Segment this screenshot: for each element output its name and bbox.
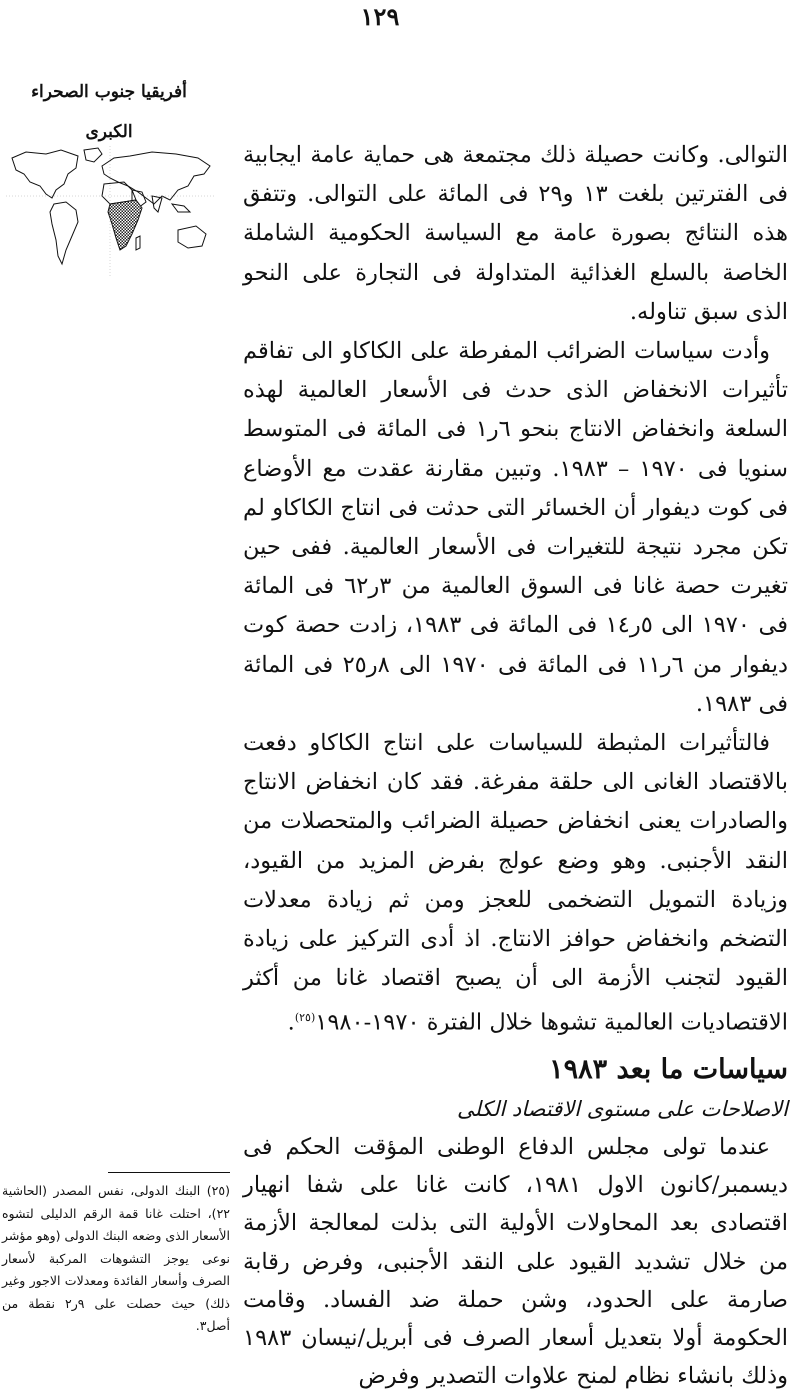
paragraph-1: التوالى. وكانت حصيلة ذلك مجتمعة هى حماية عامة ايجابية فى الفترتين بلغت ١٣ و٢٩ فى المائة على التوالى. وتتفق هذه النتائج بصورة عامة مع السياسة الحكومية الشاملة الخاصة بالسلع الغذائية المتداولة فى التجارة على النحو الذى سبق تناوله.	[243, 142, 788, 325]
section-paragraph: عندما تولى مجلس الدفاع الوطنى المؤقت الحكم فى ديسمبر/كانون الاول ١٩٨١، كانت غانا على شفا انهيار اقتصادى بعد المحاولات الأولية التى بذلت لمعالجة الأزمة من خلال تشديد القيود على النقد الأجنبى، وفرض رقابة صارمة على الحدود، وشن حملة ضد الفساد. وقامت الحكومة أولا بتعديل أسعار الصرف فى أبريل/نيسان ١٩٨٣ وذلك بانشاء نظام لمنح علاوات التصدير وفرض	[243, 1134, 788, 1390]
paragraph-2: وأدت سياسات الضرائب المفرطة على الكاكاو الى تفاقم تأثيرات الانخفاض الذى حدث فى الأسعار العالمية لهذه السلعة وانخفاض الانتاج بنحو ٦ر١ فى المائة فى المتوسط سنويا فى ١٩٧٠ – ١٩٨٣. وتبين مقارنة عقدت مع الأوضاع فى كوت ديفوار أن الخسائر التى حدثت فى انتاج الكاكاو لم تكن مجرد نتيجة للتغيرات فى الأسعار العالمية. ففى حين تغيرت حصة غانا فى السوق العالمية من ٣ر٦٢ فى المائة فى ١٩٧٠ الى ٥ر١٤ فى المائة فى ١٩٨٣، زادت حصة كوت ديفوار من ٦ر١١ فى المائة فى ١٩٧٠ الى ٨ر٢٥ فى المائة فى ١٩٨٣.	[243, 338, 788, 717]
sidebar-caption-line1: أفريقيا جنوب الصحراء	[31, 82, 187, 102]
footnote-divider	[108, 1172, 230, 1173]
world-map-icon	[6, 146, 214, 276]
paragraph-3	[243, 724, 788, 1043]
sidebar-caption	[6, 72, 212, 152]
page-number: ١٢٩	[360, 2, 400, 31]
main-text	[243, 136, 788, 1043]
sidebar-caption-line2: الكبرى	[85, 122, 133, 142]
paragraph-3-end: .	[287, 1009, 295, 1036]
section-text	[243, 1128, 788, 1395]
paragraph-3-text: فالتأثيرات المثبطة للسياسات على انتاج الكاكاو دفعت بالاقتصاد الغانى الى حلقة مفرغة. فقد كان انخفاض الانتاج والصادرات يعنى انخفاض حصيلة الضرائب والمتحصلات من النقد الأجنبى. وهو وضع عولج بفرض المزيد من القيود، وزيادة التمويل التضخمى للعجز ومن ثم زيادة معدلات التضخم وانخفاض حوافز الانتاج. اذ أدى التركيز على زيادة القيود لتجنب الأزمة الى أن يصبح اقتصاد غانا من أكثر الاقتصاديات العالمية تشوها خلال الفترة ١٩٧٠-١٩٨٠	[243, 730, 788, 1036]
footnote-reference: (٢٥)	[294, 1011, 316, 1025]
section-title: سياسات ما بعد ١٩٨٣	[549, 1054, 788, 1085]
section-subtitle: الاصلاحات على مستوى الاقتصاد الكلى	[456, 1097, 788, 1121]
footnote: (٢٥) البنك الدولى، نفس المصدر (الحاشية ٢٢)، احتلت غانا قمة الرقم الدليلى لتشوه الأسعار الذى وضعه البنك الدولى (وهو مؤشر نوعى يوجز التشوهات المركبة لأسعار الصرف وأسعار الفائدة ومعدلات الاجور وغير ذلك) حيث حصلت على ٩ر٢ نقطة من أصل٣.	[2, 1183, 230, 1333]
